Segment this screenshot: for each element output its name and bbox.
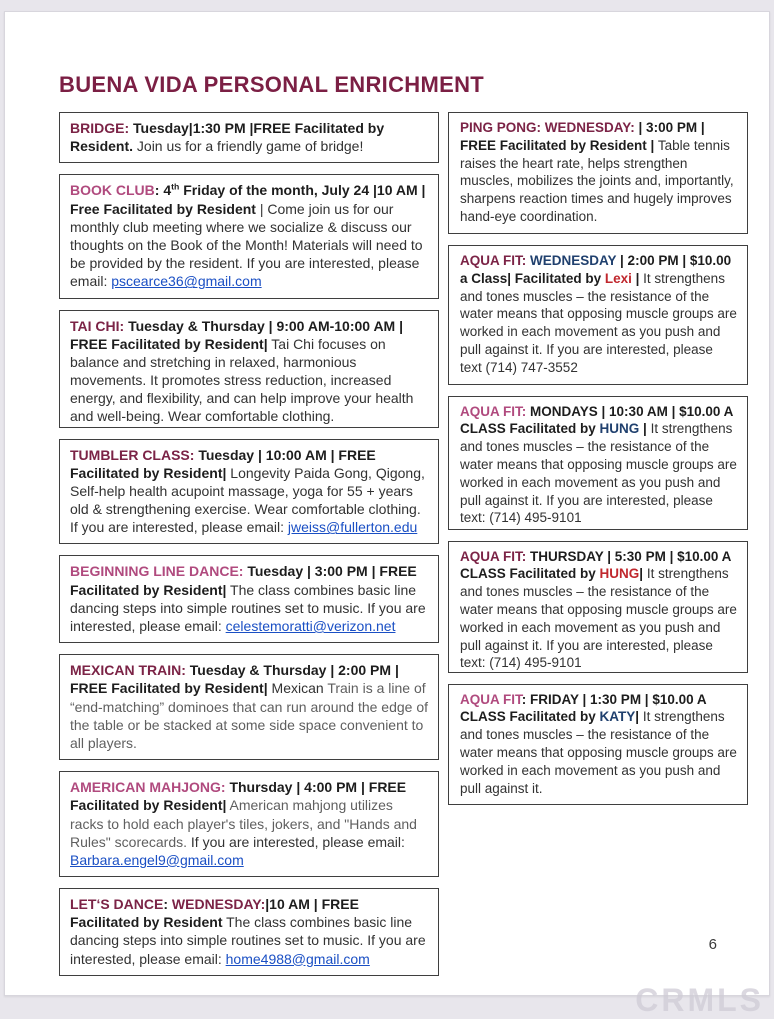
text-segment: THURSDAY | 5:30 PM | $10.00 A CLASS Facilitated by [460, 548, 731, 582]
activity-box-aqua-fit-thursday [448, 541, 748, 673]
text-segment: |10 AM | FREE Facilitated by Resident [70, 896, 359, 931]
text-segment: LET‘S DANCE [70, 896, 164, 913]
text-segment: Thursday | 4:00 PM | FREE Facilitated by Resident| [70, 779, 407, 814]
document-page [4, 11, 770, 996]
text-segment: th [171, 181, 180, 192]
text-segment: BEGINNING LINE DANCE: [70, 563, 244, 580]
text-segment: MEXICAN TRAIN: [70, 662, 186, 679]
text-segment: It strengthens and tones muscles – the resistance of the water means that opposing muscle groups are worked in each movement as you push and pull against it. If you are interested, please text (714) 747-3552 [460, 270, 737, 375]
text-segment: | [639, 421, 647, 437]
text-segment: WEDNESDAY: [171, 896, 266, 913]
activity-box-book-club [59, 174, 439, 298]
text-segment: It strengthens and tones muscles – the resistance of the water means that opposing muscle groups are worked in each movement as you push and pull against it. If you are interested, please text: (714) 495-9101 [460, 566, 737, 671]
text-segment: | 2:00 PM | $10.00 a Class| Facilitated by [460, 252, 732, 286]
text-segment: | 3:00 PM | FREE Facilitated by Resident | [460, 120, 705, 153]
email-link[interactable]: celestemoratti@verizon.net [225, 618, 396, 634]
text-segment: KATY [595, 709, 636, 725]
text-segment: American mahjong utilizes racks to hold each player's tiles, jokers, and "Hands and Rules" scorecards. [70, 797, 417, 850]
text-segment: Join us for a friendly game of bridge! [133, 138, 364, 155]
email-link[interactable]: home4988@gmail.com [225, 950, 370, 967]
activity-box-lets-dance [59, 888, 439, 976]
text-segment: | Come join us for our monthly club meeting where we socialize & discuss our thoughts on the Book of the Month! Materials will need to be provided by the resident. If you are interested, please email: [70, 200, 423, 290]
activity-box-mexican-train [59, 654, 439, 760]
two-column-layout [5, 112, 769, 987]
activity-box-bridge [59, 112, 439, 163]
text-segment: Mexican [267, 680, 328, 697]
text-segment: MONDAYS | 10:30 AM | $10.00 A CLASS Facilitated by [460, 403, 733, 437]
text-segment: AMERICAN MAHJONG: [70, 779, 226, 796]
text-segment: Tuesday | 3:00 PM | FREE Facilitated by Resident| [70, 563, 417, 598]
text-segment: AQUA FIT: [460, 548, 527, 564]
text-segment: It strengthens and tones muscles – the resistance of the water means that opposing muscle groups are worked in each movement as you push and pull against it. If you are interested, please text: (714) 495-9101 [460, 421, 737, 526]
email-link[interactable]: Barbara.engel9@gmail.com [70, 851, 244, 868]
text-segment: Lexi [601, 270, 632, 286]
activity-box-tai-chi [59, 310, 439, 428]
page-number: 6 [708, 936, 717, 953]
text-segment: The class combines basic line dancing steps into simple routines set to music. If you are interested, please email: [70, 914, 426, 967]
email-link[interactable]: jweiss@fullerton.edu [287, 519, 418, 536]
activity-box-aqua-fit-friday [448, 684, 748, 806]
activity-box-beginning-line-dance [59, 555, 439, 643]
text-segment: | [635, 709, 640, 725]
left-column [59, 112, 439, 987]
text-segment: The class combines basic line dancing steps into simple routines set to music. If you are interested, please email: [70, 581, 426, 634]
page-title: BUENA VIDA PERSONAL ENRICHMENT [59, 72, 484, 97]
text-segment: Tuesday|1:30 PM |FREE Facilitated by Resident. [70, 120, 385, 155]
text-segment: If you are interested, please email: [190, 833, 405, 850]
text-segment: : FRIDAY | 1:30 PM | $10.00 A CLASS Facilitated by [460, 691, 707, 725]
text-segment: BOOK CLUB [70, 182, 155, 199]
activity-box-ping-pong [448, 112, 748, 234]
text-segment: HUNG [595, 566, 640, 582]
text-segment: Friday of the month, July 24 |10 AM | Free Facilitated by Resident [70, 182, 426, 217]
right-column [448, 112, 748, 816]
text-segment: Tuesday | 10:00 AM | FREE Facilitated by Resident| [70, 446, 376, 481]
text-segment: BRIDGE: [70, 120, 130, 136]
text-segment: AQUA FIT: [460, 403, 527, 419]
activity-box-american-mahjong [59, 771, 439, 877]
text-segment: Train is a line of “end-matching” dominoes that can run around the edge of the table or be stacked at some side space convenient to all players. [70, 680, 429, 751]
crmls-watermark: CRMLS [635, 982, 764, 1018]
text-segment: PING PONG: WEDNESDAY: [460, 120, 635, 135]
text-segment: : 4 [154, 182, 172, 199]
text-segment: | [639, 566, 644, 582]
text-segment: Longevity Paida Gong, Qigong, Self-help health acupoint massage, yoga for 55 + years old & strengthening exercise. Wear comfortable clothing. If you are interested, please email: [70, 464, 425, 536]
text-segment: AQUA FIT [460, 691, 522, 707]
email-link[interactable]: pscearce36@gmail.com [111, 273, 262, 290]
text-segment: Tuesday & Thursday | 2:00 PM | FREE Facilitated by Resident| [70, 662, 399, 697]
text-segment: Tai Chi focuses on balance and stretching in relaxed, harmonious movements. It promotes stress reduction, increased energy, and flexibility, and can help improve your health and well-being. Wear comfortable clothing. [70, 335, 414, 425]
text-segment: | [631, 270, 640, 286]
activity-box-aqua-fit-mondays [448, 396, 748, 530]
activity-box-tumbler-class [59, 439, 439, 545]
text-segment: Tuesday & Thursday | 9:00 AM-10:00 AM | FREE Facilitated by Resident| [70, 317, 404, 352]
text-segment: Table tennis raises the heart rate, helps strengthen muscles, mobilizes the joints and, importantly, sharpens reaction times and hugely improves hand-eye coordination. [460, 137, 734, 225]
text-segment: WEDNESDAY [526, 252, 617, 268]
activity-box-aqua-fit-wednesday [448, 245, 748, 385]
text-segment: It strengthens and tones muscles – the resistance of the water means that opposing muscle groups are worked in each movement as you push and pull against it. [460, 709, 737, 796]
text-segment: AQUA FIT: [460, 252, 527, 268]
text-segment: TAI CHI: [70, 317, 125, 334]
text-segment: TUMBLER CLASS: [70, 446, 195, 463]
text-segment: : [163, 896, 172, 913]
text-segment: HUNG [595, 421, 640, 437]
